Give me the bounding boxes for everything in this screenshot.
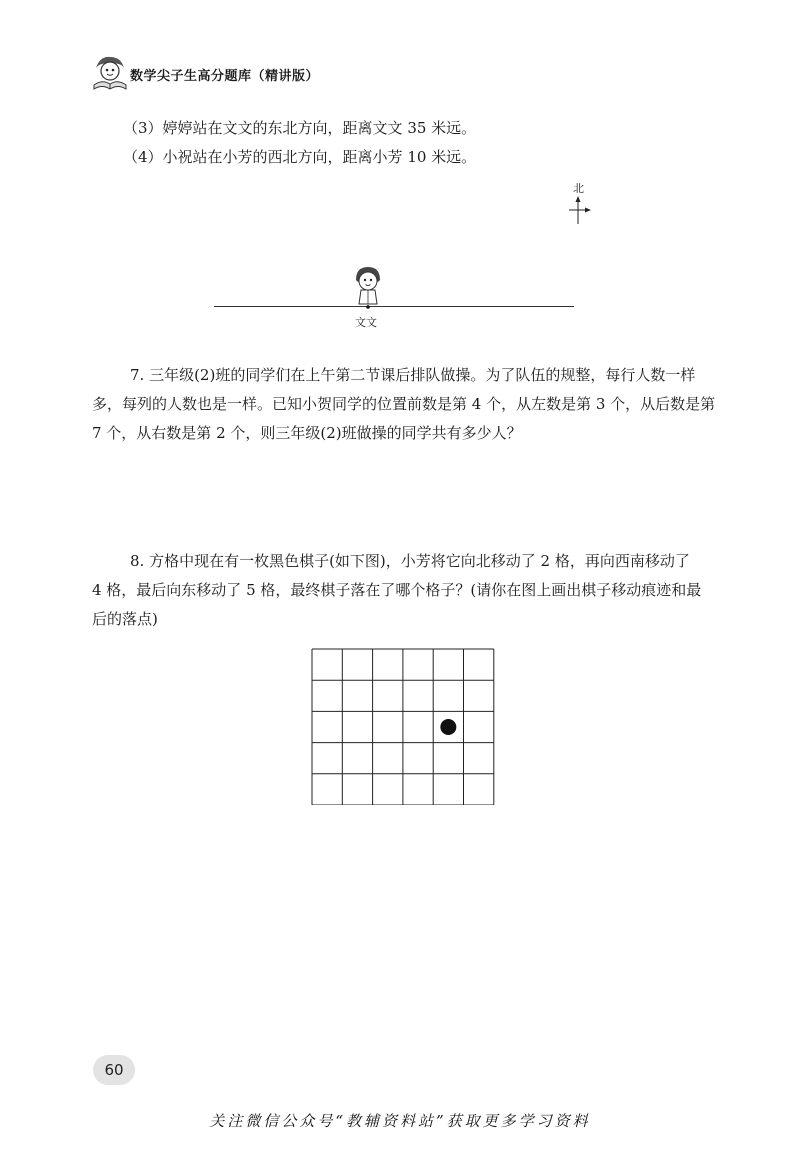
person-label-wenwen: 文文 [355,316,377,329]
q7-line-2: 多，每列的人数也是一样。已知小贺同学的位置前数是第 4 个，从左数是第 3 个，从后数是第 [92,395,716,413]
compass-arrow-icon [566,196,594,226]
q8-line-2: 4 格，最后向东移动了 5 格，最终棋子落在了哪个格子？(请你在图上画出棋子移动痕迹和最 [92,581,702,599]
item-3-text: （3）婷婷站在文文的东北方向，距离文文 35 米远。 [123,119,477,137]
question-8 [92,547,701,634]
book-title: 数学尖子生高分题库（精讲版） [130,69,320,84]
north-label: 北 [573,182,584,195]
black-chess-piece[interactable] [440,719,456,735]
item-4-text: （4）小祝站在小芳的西北方向，距离小芳 10 米远。 [123,148,477,166]
girl-figure-icon [352,266,384,310]
ground-line [214,306,574,307]
north-compass [566,180,594,226]
question-7 [92,361,715,448]
page-header [92,54,392,94]
book-mascot-icon [92,54,128,92]
footer-note: 关注微信公众号“教辅资料站”获取更多学习资料 [209,1112,591,1130]
chess-grid[interactable] [311,648,495,805]
q7-line-3: 7 个，从右数是第 2 个，则三年级(2)班做操的同学共有多少人？ [92,424,522,442]
q8-line-3: 后的落点) [92,610,158,628]
q8-line-1: 8. 方格中现在有一枚黑色棋子(如下图)，小芳将它向北移动了 2 格，再向西南移动了 [130,552,690,570]
page-number: 60 [93,1055,135,1085]
position-figure [214,266,576,336]
q7-line-1: 7. 三年级(2)班的同学们在上午第二节课后排队做操。为了队伍的规整，每行人数一样 [130,366,696,384]
